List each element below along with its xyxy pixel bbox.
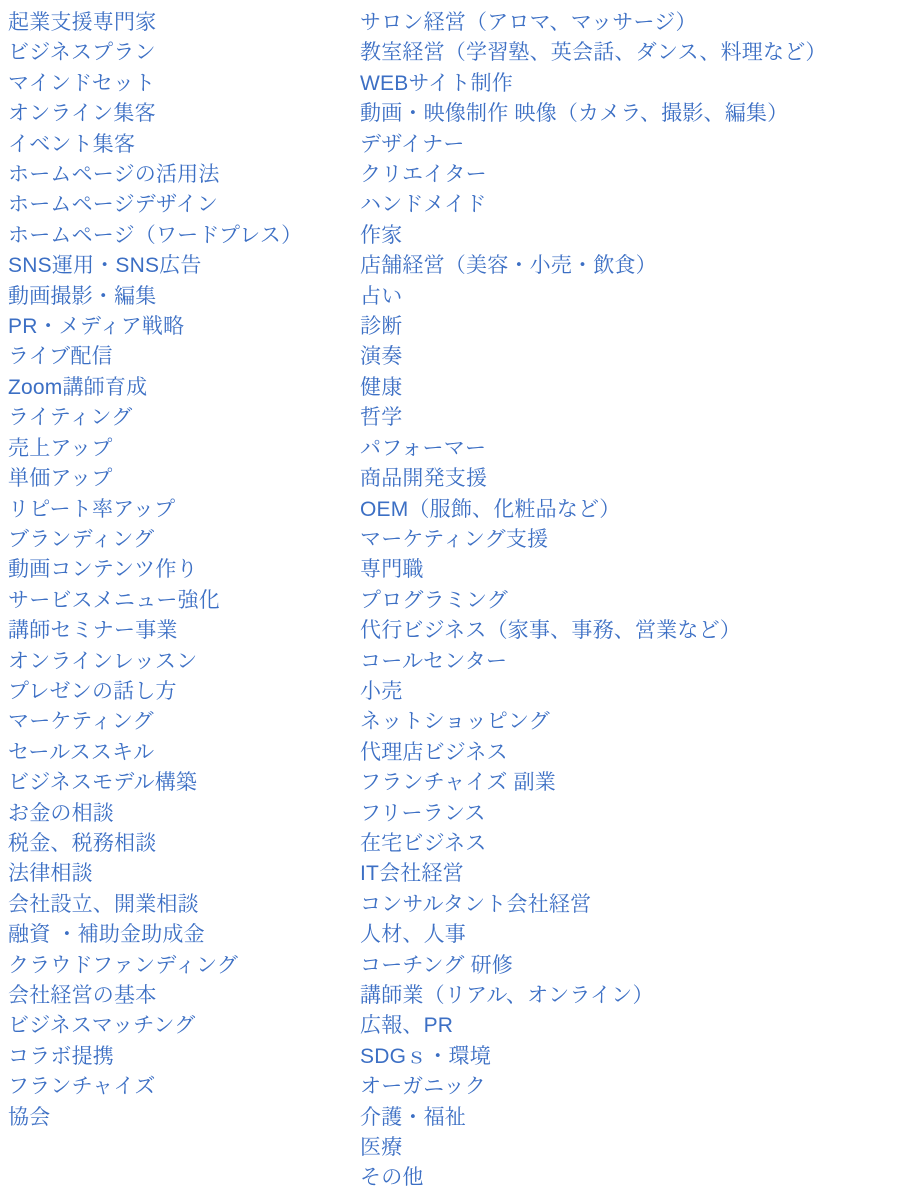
list-item[interactable]: 動画撮影・編集 xyxy=(8,284,157,308)
list-item[interactable]: ホームページデザイン xyxy=(8,193,219,217)
list-item[interactable]: 売上アップ xyxy=(8,436,113,460)
list-item[interactable]: 動画コンテンツ作り xyxy=(8,558,198,582)
list-item[interactable]: フランチャイズ xyxy=(8,1075,156,1099)
list-item[interactable]: ライブ配信 xyxy=(8,345,113,369)
list-item[interactable]: プレゼンの話し方 xyxy=(8,679,177,703)
list-item[interactable]: 協会 xyxy=(8,1105,51,1129)
list-item[interactable]: コールセンター xyxy=(360,649,508,673)
list-item[interactable]: ブランディング xyxy=(8,527,155,551)
list-item[interactable]: フリーランス xyxy=(360,801,486,825)
list-item[interactable]: マインドセット xyxy=(8,71,156,95)
list-item[interactable]: オンライン集客 xyxy=(8,102,156,126)
list-item[interactable]: 会社経営の基本 xyxy=(8,984,157,1007)
list-item[interactable]: 代行ビジネス（家事、事務、営業など） xyxy=(360,619,741,643)
list-item[interactable]: 店舗経営（美容・小売・飲食） xyxy=(360,254,657,278)
list-item[interactable]: 融資 ・補助金助成金 xyxy=(8,923,205,947)
list-item[interactable]: オンラインレッスン xyxy=(8,649,198,673)
list-item[interactable]: IT会社経営 xyxy=(360,862,464,886)
list-item[interactable]: 講師セミナー事業 xyxy=(8,619,178,643)
list-item[interactable]: 占い xyxy=(360,284,403,308)
list-item[interactable]: 単価アップ xyxy=(8,467,113,491)
list-item[interactable]: 法律相談 xyxy=(8,862,93,886)
left-column xyxy=(0,8,360,1133)
list-item[interactable]: サービスメニュー強化 xyxy=(8,588,220,612)
list-item[interactable]: 代理店ビジネス xyxy=(360,740,508,764)
list-item[interactable]: リピート率アップ xyxy=(8,497,176,521)
list-item[interactable]: オーガニック xyxy=(360,1075,486,1099)
list-item[interactable]: セールススキル xyxy=(8,740,155,764)
list-item[interactable]: ホームページ（ワードプレス） xyxy=(8,223,303,247)
list-item[interactable]: 介護・福祉 xyxy=(360,1105,466,1129)
list-item[interactable]: 健康 xyxy=(360,375,403,399)
list-item[interactable]: デザイナー xyxy=(360,132,465,156)
list-item[interactable]: 哲学 xyxy=(360,406,403,430)
list-item[interactable]: 広報、PR xyxy=(360,1014,454,1038)
list-item[interactable]: PR・メディア戦略 xyxy=(8,315,185,339)
list-item[interactable]: ライティング xyxy=(8,406,133,430)
list-item[interactable]: 在宅ビジネス xyxy=(360,831,487,855)
list-item[interactable]: 起業支援専門家 xyxy=(8,11,157,34)
list-item[interactable]: パフォーマー xyxy=(360,436,487,460)
list-item[interactable]: WEBサイト制作 xyxy=(360,71,513,95)
list-item[interactable]: 税金、税務相談 xyxy=(8,831,157,855)
list-item[interactable]: 人材、人事 xyxy=(360,923,466,947)
list-item[interactable]: ネットショッピング xyxy=(360,710,550,734)
list-item[interactable]: 専門職 xyxy=(360,558,424,582)
list-item[interactable]: イベント集客 xyxy=(8,132,136,156)
list-item[interactable]: マーケティング支援 xyxy=(360,527,549,551)
list-item[interactable]: ハンドメイド xyxy=(360,193,487,217)
list-item[interactable]: Zoom講師育成 xyxy=(8,375,148,399)
list-item[interactable]: OEM（服飾、化粧品など） xyxy=(360,497,621,521)
list-item[interactable]: ビジネスプラン xyxy=(8,41,156,65)
category-columns xyxy=(0,8,924,1194)
list-item[interactable]: プログラミング xyxy=(360,588,508,612)
list-item[interactable]: 医療 xyxy=(360,1136,403,1160)
list-item[interactable]: ビジネスモデル構築 xyxy=(8,771,198,795)
list-item[interactable]: 会社設立、開業相談 xyxy=(8,892,199,916)
list-item[interactable]: サロン経営（アロマ、マッサージ） xyxy=(360,11,697,34)
list-item[interactable]: フランチャイズ 副業 xyxy=(360,771,556,795)
list-item[interactable]: コラボ提携 xyxy=(8,1044,114,1068)
list-item[interactable]: 動画・映像制作 映像（カメラ、撮影、編集） xyxy=(360,102,789,126)
list-item[interactable]: ビジネスマッチング xyxy=(8,1014,196,1038)
list-item[interactable]: 商品開発支援 xyxy=(360,467,488,491)
list-item[interactable]: 小売 xyxy=(360,679,403,703)
list-item[interactable]: コーチング 研修 xyxy=(360,953,513,977)
list-item[interactable]: 診断 xyxy=(360,315,403,339)
list-item[interactable]: ホームページの活用法 xyxy=(8,163,220,187)
list-item[interactable]: その他 xyxy=(360,1166,424,1190)
list-item[interactable]: 講師業（リアル、オンライン） xyxy=(360,984,654,1007)
list-item[interactable]: SDGｓ・環境 xyxy=(360,1044,491,1068)
list-item[interactable]: 演奏 xyxy=(360,345,403,369)
right-column xyxy=(360,8,916,1194)
list-item[interactable]: SNS運用・SNS広告 xyxy=(8,254,202,278)
list-item[interactable]: コンサルタント会社経営 xyxy=(360,892,592,916)
list-item[interactable]: 教室経営（学習塾、英会話、ダンス、料理など） xyxy=(360,41,827,65)
list-item[interactable]: 作家 xyxy=(360,223,403,247)
list-item[interactable]: マーケティング xyxy=(8,710,154,734)
list-item[interactable]: クリエイター xyxy=(360,163,487,187)
list-item[interactable]: お金の相談 xyxy=(8,801,114,825)
list-item[interactable]: クラウドファンディング xyxy=(8,953,239,977)
